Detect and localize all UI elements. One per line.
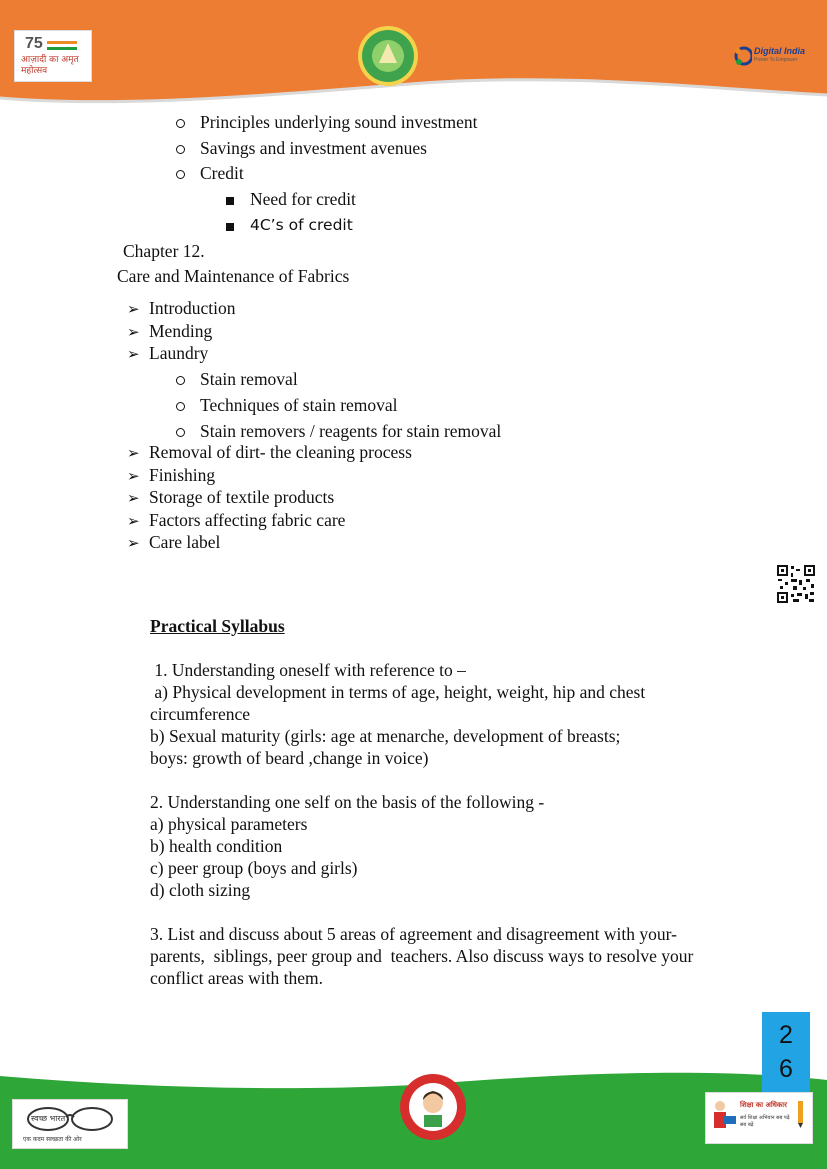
- state-board-emblem-icon: [357, 25, 419, 87]
- list-item: [176, 368, 298, 390]
- arrow-bullet-icon: ➢: [127, 323, 140, 341]
- digital-india-text: Digital India: [754, 46, 806, 56]
- page-number: [762, 1012, 810, 1092]
- text-line: [150, 769, 693, 791]
- digital-india-tagline: Power To Empower: [754, 57, 798, 63]
- text-line: b) health condition: [150, 836, 283, 856]
- list-item: [226, 188, 356, 210]
- text-line: a) physical parameters: [150, 814, 308, 834]
- text-line: b) Sexual maturity (girls: age at menarche, development of breasts;: [150, 726, 621, 746]
- arrow-bullet-icon: ➢: [127, 512, 140, 530]
- list-item-label: Introduction: [149, 298, 236, 318]
- practical-syllabus-heading: Practical Syllabus: [150, 616, 285, 636]
- square-bullet-icon: [226, 223, 234, 231]
- circle-bullet-icon: [176, 376, 185, 385]
- circle-bullet-icon: [176, 119, 185, 128]
- arrow-bullet-icon: ➢: [127, 345, 140, 363]
- chapter-label: Chapter 12.: [123, 241, 205, 261]
- list-item: [176, 162, 244, 184]
- tricolor-flag-icon: [47, 41, 77, 50]
- pencil-icon: [790, 1099, 810, 1129]
- arrow-bullet-icon: ➢: [127, 489, 140, 507]
- beti-bachao-beti-padhao-emblem-icon: [399, 1073, 467, 1141]
- list-item-label: 4C’s of credit: [250, 216, 353, 234]
- text-line: boys: growth of beard ,change in voice): [150, 748, 429, 768]
- list-item-label: Stain removal: [200, 369, 298, 389]
- list-item: [226, 214, 353, 236]
- azadi-amrit-mahotsav-logo: [14, 30, 92, 82]
- text-line: circumference: [150, 704, 251, 724]
- list-item: [176, 111, 478, 133]
- list-item-label: Credit: [200, 163, 244, 183]
- circle-bullet-icon: [176, 145, 185, 154]
- logo-number: 75: [25, 35, 43, 52]
- list-item: [127, 509, 346, 532]
- list-item-label: Mending: [149, 321, 213, 341]
- text-line: conflict areas with them.: [150, 968, 323, 988]
- list-item-label: Laundry: [149, 343, 209, 363]
- text-line: c) peer group (boys and girls): [150, 858, 358, 878]
- text-line: 2. Understanding one self on the basis of the following -: [150, 792, 545, 812]
- children-reading-icon: [710, 1098, 738, 1138]
- list-item-label: Care label: [149, 532, 221, 552]
- list-item: [176, 137, 427, 159]
- swachh-bharat-logo: [12, 1099, 128, 1149]
- list-item: [176, 394, 398, 416]
- text-line: a) Physical development in terms of age, height, weight, hip and chest: [150, 682, 646, 702]
- text-line: parents, siblings, peer group and teachers. Also discuss ways to resolve your: [150, 946, 694, 966]
- list-item-label: Finishing: [149, 465, 216, 485]
- text-line: 1. Understanding oneself with reference to –: [150, 660, 466, 680]
- list-item-label: Removal of dirt- the cleaning process: [149, 442, 412, 462]
- logo-text: आज़ादी का अमृत महोत्सव: [21, 55, 79, 76]
- chapter-title: Care and Maintenance of Fabrics: [117, 266, 350, 286]
- list-item-label: Savings and investment avenues: [200, 138, 427, 158]
- circle-bullet-icon: [176, 428, 185, 437]
- arrow-bullet-icon: ➢: [127, 534, 140, 552]
- list-item: [127, 441, 412, 464]
- list-item-label: Principles underlying sound investment: [200, 112, 478, 132]
- arrow-bullet-icon: ➢: [127, 300, 140, 318]
- digital-india-mark-icon: [734, 45, 752, 67]
- list-item-label: Techniques of stain removal: [200, 395, 398, 415]
- arrow-bullet-icon: ➢: [127, 444, 140, 462]
- text-line: d) cloth sizing: [150, 880, 251, 900]
- circle-bullet-icon: [176, 402, 185, 411]
- list-item: [176, 420, 502, 442]
- list-item-label: Factors affecting fabric care: [149, 510, 346, 530]
- list-item-label: Need for credit: [250, 189, 356, 209]
- right-to-education-logo: [705, 1092, 813, 1144]
- page-number-digit: 2: [779, 1021, 793, 1049]
- list-item-label: Storage of textile products: [149, 487, 335, 507]
- practical-syllabus-body: [150, 659, 693, 989]
- rte-title: शिक्षा का अधिकार: [740, 1101, 787, 1109]
- circle-bullet-icon: [176, 170, 185, 179]
- list-item: [127, 464, 216, 487]
- square-bullet-icon: [226, 197, 234, 205]
- list-item: [127, 486, 335, 509]
- list-item: [127, 342, 209, 365]
- text-line: [150, 901, 693, 923]
- arrow-bullet-icon: ➢: [127, 467, 140, 485]
- swachh-bharat-text: स्वच्छ भारत: [31, 1114, 66, 1123]
- list-item-label: Stain removers / reagents for stain removal: [200, 421, 502, 441]
- list-item: [127, 320, 213, 343]
- qr-code-icon[interactable]: [776, 564, 816, 604]
- page-number-digit: 6: [779, 1055, 793, 1083]
- rte-tagline: सर्व शिक्षा अभियान सब पढ़ें सब बढ़ें: [740, 1115, 790, 1128]
- text-line: 3. List and discuss about 5 areas of agreement and disagreement with your-: [150, 924, 677, 944]
- list-item: [127, 531, 221, 554]
- swachh-bharat-tagline: एक कदम स्वच्छता की ओर: [23, 1136, 82, 1143]
- digital-india-logo: [734, 44, 814, 70]
- list-item: [127, 297, 236, 320]
